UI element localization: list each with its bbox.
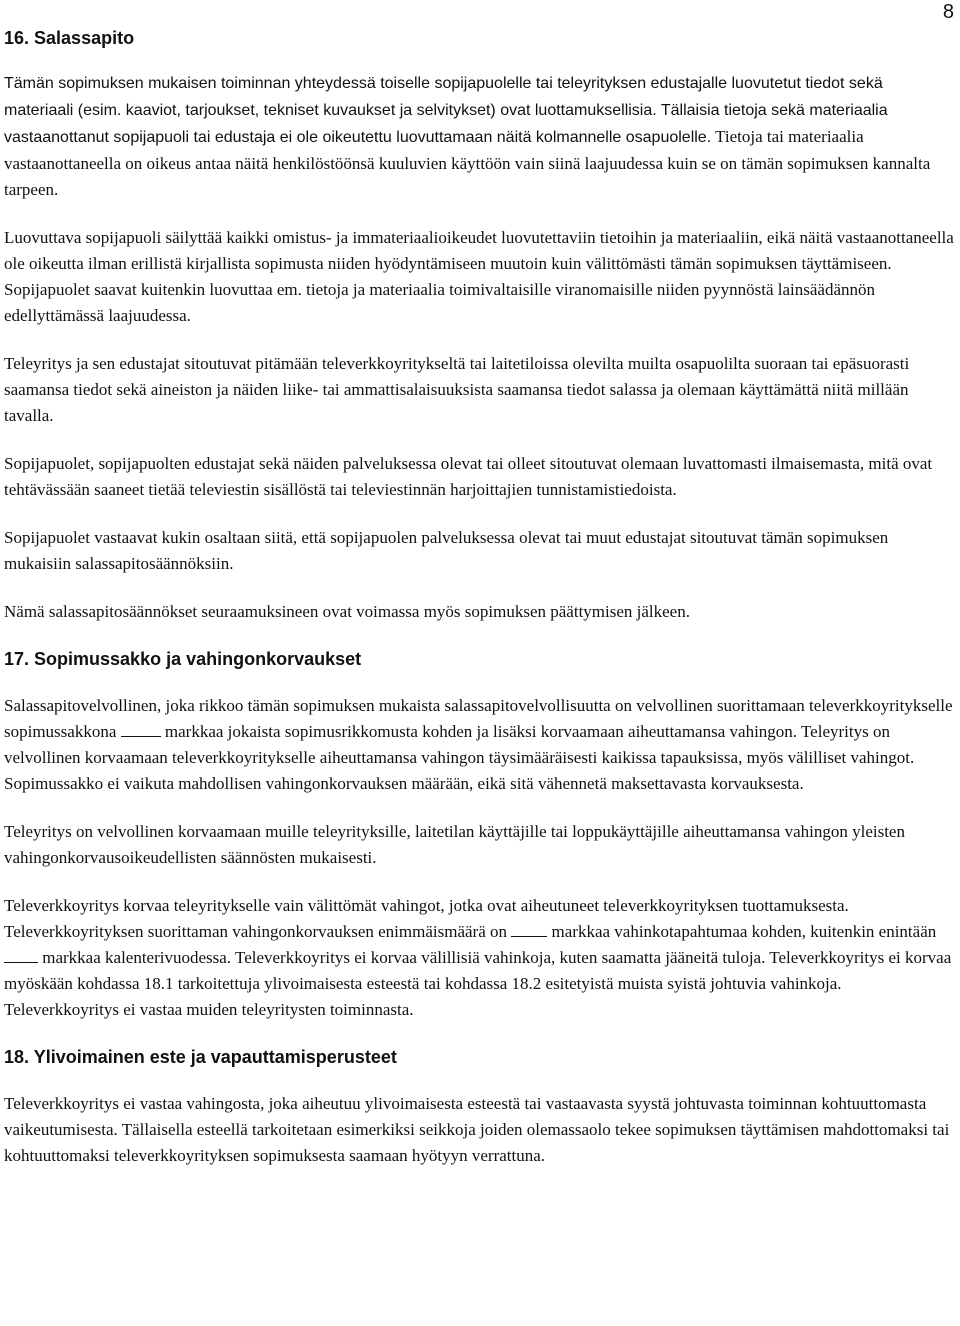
section-16-paragraph-3: Teleyritys ja sen edustajat sitoutuvat pitämään televerkkoyritykseltä tai laitetiloissa olevilta muilta osapuolilta suoraan tai epäsuorasti saamansa tiedot sekä aineiston ja näiden liike- tai ammattisalaisuuksista saamansa tiedot salassa ja olemaan käyttämättä niitä millään tavalla. [4,354,910,425]
section-18-heading: 18. Ylivoimainen este ja vapauttamisperusteet [4,1047,397,1067]
section-18-paragraph-1: Televerkkoyritys ei vastaa vahingosta, joka aiheutuu ylivoimaisesta esteestä tai vastaavasta syystä johtuvasta toiminnan kohtuuttomasta vaikeutumisesta. Tällaisella esteellä tarkoitetaan esimerkiksi seikkoja joiden olemassaolo tekee sopimuksen täyttämisen mahdottomaksi tai kohtuuttomaksi televerkkoyrityksen sopimuksesta saamaan hyötyyn verrattuna. [4,1094,950,1165]
section-17-heading: 17. Sopimussakko ja vahingonkorvaukset [4,649,362,669]
section-16-paragraph-1 [4,70,954,203]
section-16-heading: 16. Salassapito [4,28,135,48]
section-16-paragraph-2: Luovuttava sopijapuoli säilyttää kaikki omistus- ja immateriaalioikeudet luovutettaviin tietoihin ja materiaaliin, eikä näitä vastaanottaneella ole oikeutta ilman erillistä kirjallista sopimusta niiden hyödyntämiseen muutoin kuin välittömästi tämän sopimuksen täyttämiseen. Sopijapuolet saavat kuitenkin luovuttaa em. tietoja ja materiaalia toimivaltaisille viranomaisille niiden pyynnöstä lainsäädännön edellyttämässä laajuudessa. [4,228,954,325]
section-17-paragraph-3 [4,893,954,1023]
blank-annual-amount-field [4,948,38,963]
page-number: 8 [942,1,954,23]
blank-max-amount-field [511,922,547,937]
section-16-paragraph-4: Sopijapuolet, sopijapuolten edustajat sekä näiden palveluksessa olevat tai olleet sitoutuvat olemaan luvattomasti ilmaisemasta, mitä ovat tehtävässään saaneet tietää televiestin sisällöstä tai televiestinnän harjoittajien tunnistamistiedoista. [4,454,933,499]
paragraph-7-text-b: markkaa jokaista sopimusrikkomusta kohden ja lisäksi korvaamaan aiheuttamansa vahingon. Teleyritys on velvollinen korvaamaan televerkkoyritykselle aiheuttamansa vahingon täysimääräisesti kaikissa tapauksissa, myös välilliset vahingot. Sopimussakko ei vaikuta mahdollisen vahingonkorvauksen määrään, eikä sitä vähennetä maksettavasta korvauksesta. [4,722,915,793]
section-16-paragraph-6: Nämä salassapitosäännökset seuraamuksineen ovat voimassa myös sopimuksen päättymisen jälkeen. [4,602,690,621]
section-16-paragraph-5: Sopijapuolet vastaavat kukin osaltaan siitä, että sopijapuolen palveluksessa olevat tai muut edustajat sitoutuvat tämän sopimuksen mukaisiin salassapitosäännöksiin. [4,528,889,573]
blank-amount-field [121,722,161,737]
paragraph-9-text-c: markkaa kalenterivuodessa. Televerkkoyritys ei korvaa välillisiä vahinkoja, kuten saamatta jääneitä tuloja. Televerkkoyritys ei korvaa myöskään kohdassa 18.1 tarkoitettuja ylivoimaisesta esteestä tai kohdassa 18.2 esitetyistä muista syistä johtuvia vahinkoja. Televerkkoyritys ei vastaa muiden teleyritysten toiminnasta. [4,948,952,1019]
paragraph-9-text-a: Televerkkoyritys korvaa teleyritykselle vain välittömät vahingot, jotka ovat aiheutuneet televerkkoyrityksen tuottamuksesta. Televerkkoyrityksen suorittaman vahingonkorvauksen enimmäismäärä on [4,896,849,941]
paragraph-1-sans-text: Tämän sopimuksen mukaisen toiminnan yhteydessä toiselle sopijapuolelle tai teleyrityksen edustajalle luovutetut tiedot sekä materiaali (esim. kaaviot, tarjoukset, tekniset kuvaukset ja selvitykset) ovat luottamuksellisia. Tällaisia tietoja sekä materiaalia vastaanottanut sopijapuoli tai edustaja ei ole oikeutettu luovuttamaan näitä kolmannelle osapuolelle. [4,75,888,146]
paragraph-9-text-b: markkaa vahinkotapahtumaa kohden, kuitenkin enintään [547,922,937,941]
section-17-paragraph-2: Teleyritys on velvollinen korvaamaan muille teleyrityksille, laitetilan käyttäjille tai loppukäyttäjille aiheuttamansa vahingon yleisten vahingonkorvausoikeudellisten säännösten mukaisesti. [4,822,905,867]
paragraph-1-serif-text: Tietoja tai materiaalia vastaanottaneella on oikeus antaa näitä henkilöstöönsä kuuluvien käyttöön vain siinä laajuudessa kuin se on tämän sopimuksen kannalta tarpeen. [4,127,931,199]
paragraph-7-text-a: Salassapitovelvollinen, joka rikkoo tämän sopimuksen mukaista salassapitovelvollisuutta on velvollinen suorittamaan televerkkoyritykselle sopimussakkona [4,696,953,741]
section-17-paragraph-1 [4,693,954,797]
document-body [4,26,954,1169]
